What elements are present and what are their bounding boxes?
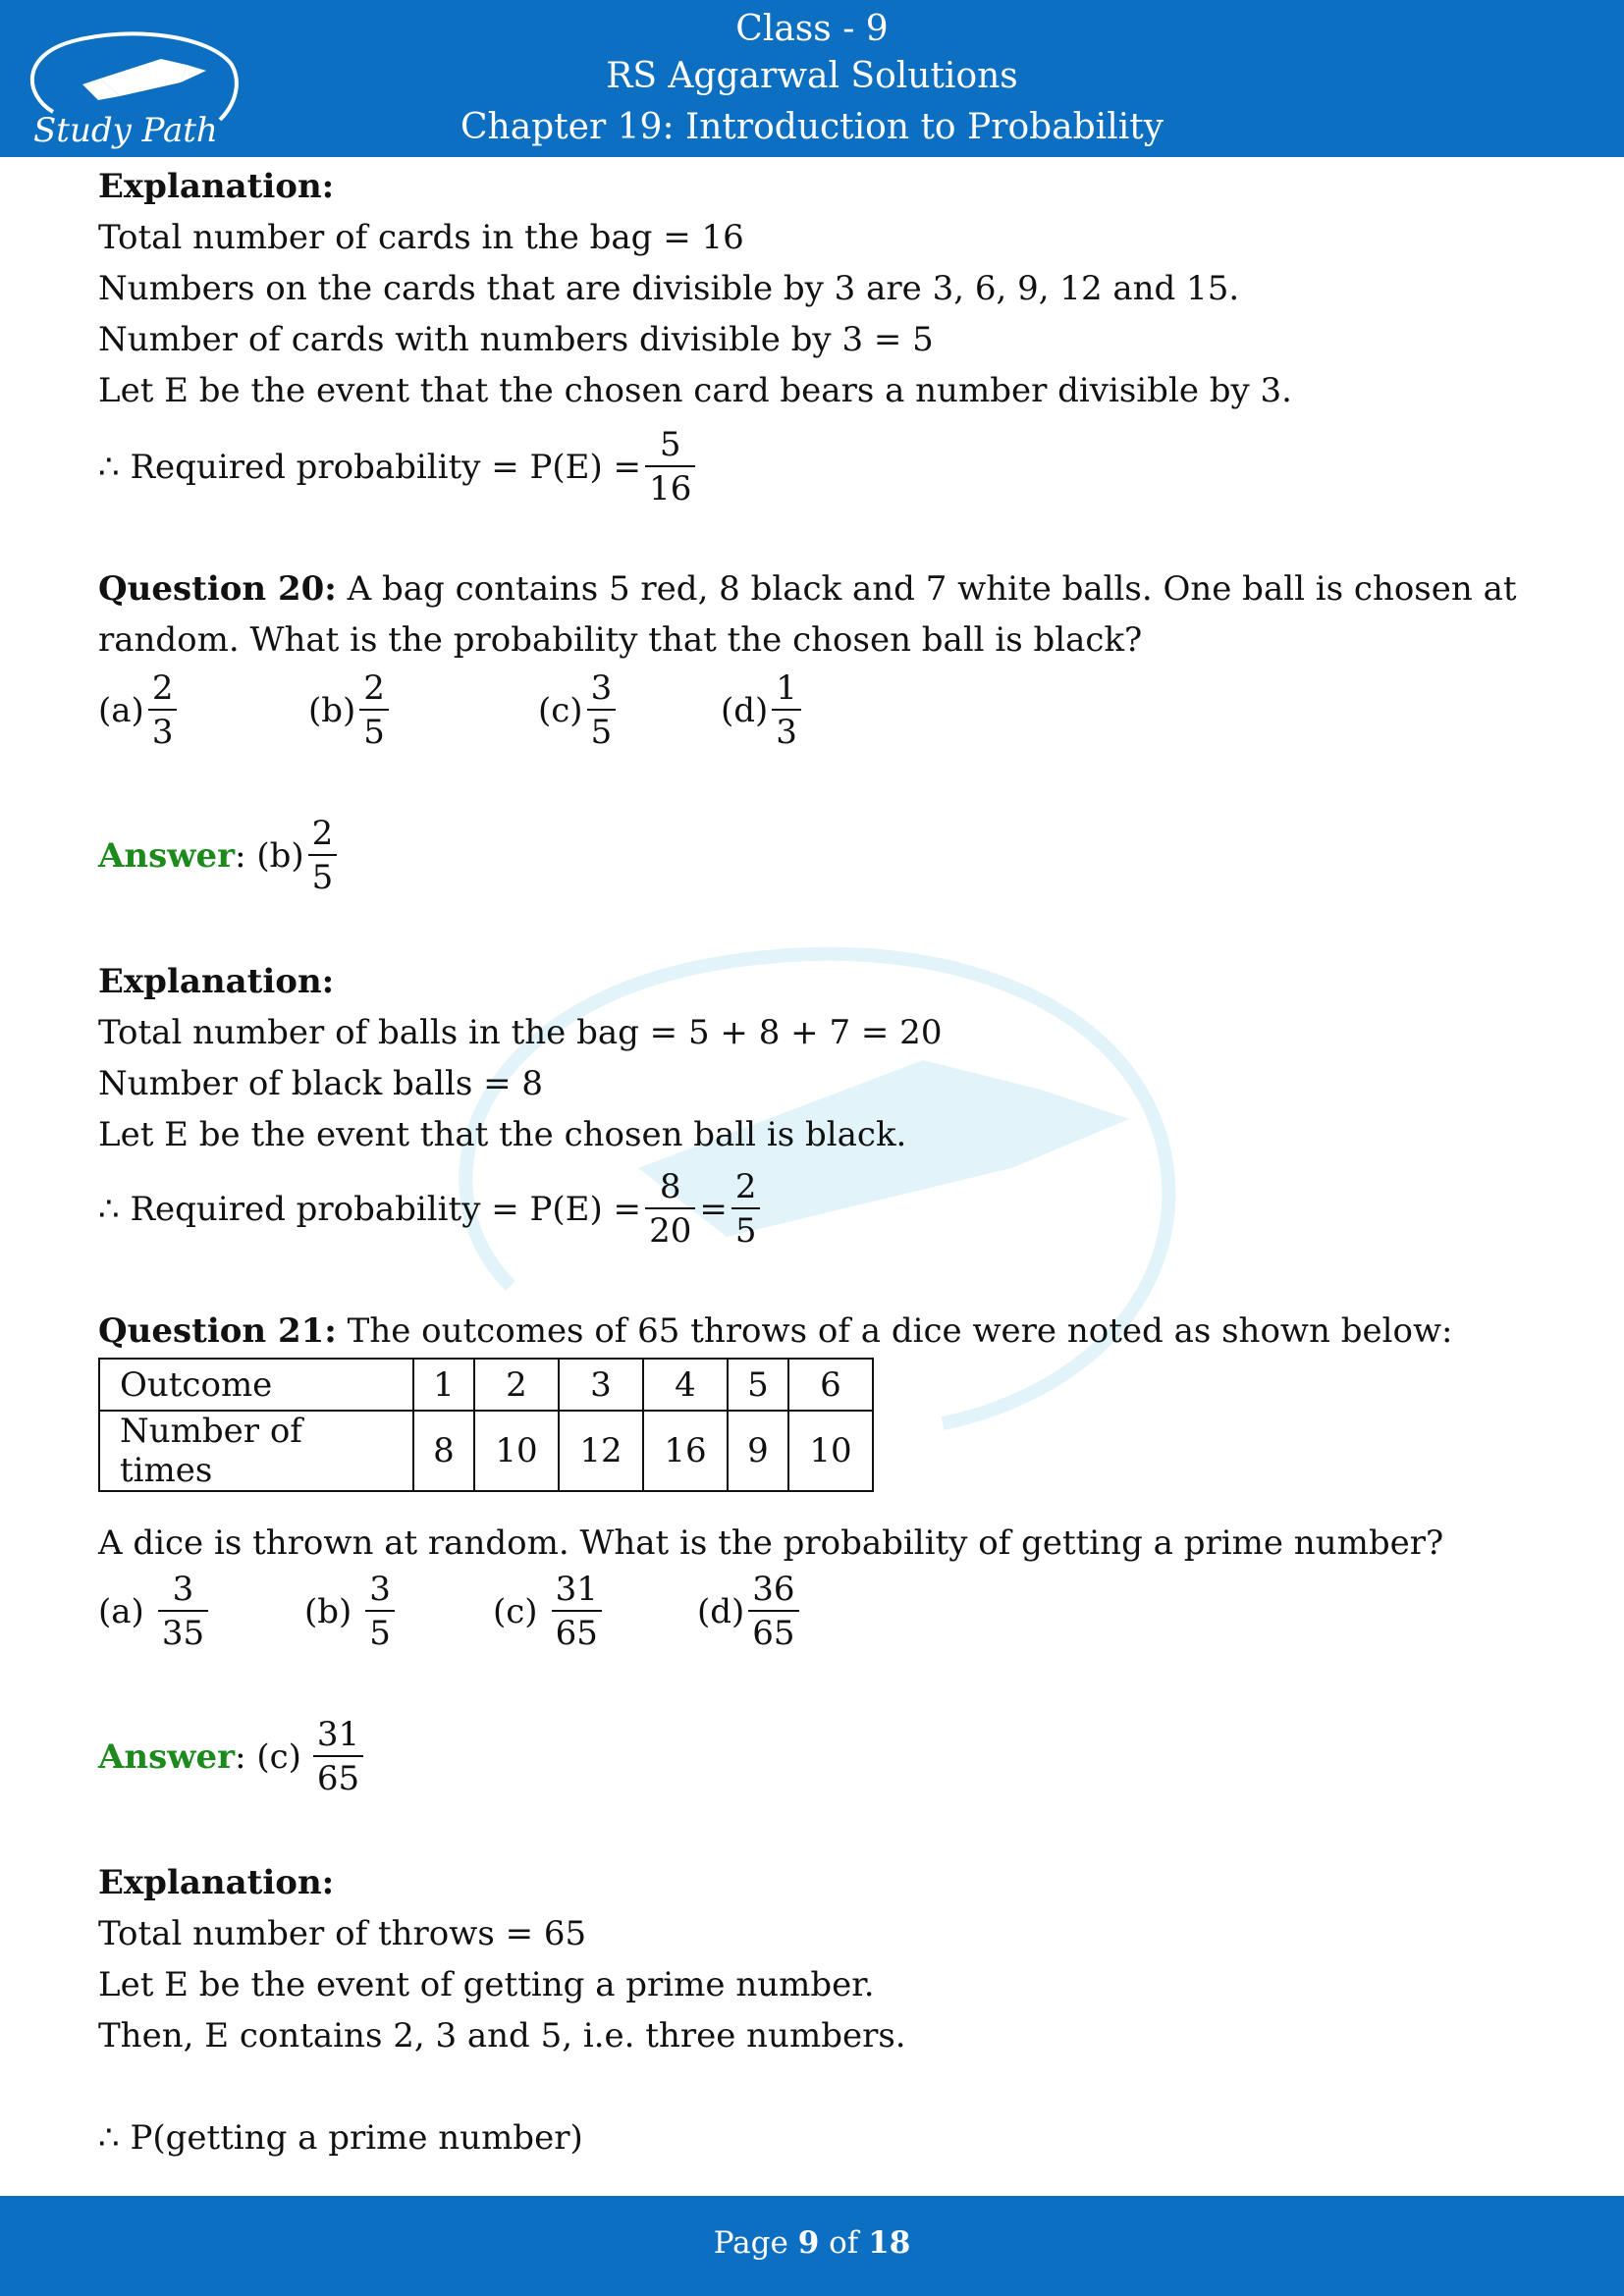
fraction-denominator: 3 — [772, 709, 801, 754]
fraction-numerator: 2 — [151, 668, 174, 708]
q19-exp-line2: Numbers on the cards that are divisible by 3 are 3, 6, 9, 12 and 15. — [98, 269, 1240, 308]
answer-fraction — [313, 1714, 363, 1800]
table-row — [99, 1411, 873, 1491]
q20-label: Question 20: — [98, 569, 337, 609]
q21-explanation-heading: Explanation: — [98, 1863, 335, 1902]
option-fraction — [772, 667, 801, 754]
q21-exp-line4: ∴ P(getting a prime number) — [98, 2118, 583, 2158]
equals-sign: = — [699, 1190, 728, 1229]
q20-explanation-heading: Explanation: — [98, 962, 335, 1001]
q20-answer — [98, 813, 341, 899]
option-fraction — [748, 1569, 798, 1655]
q21-exp-line2: Let E be the event of getting a prime number. — [98, 1965, 875, 2004]
q21-option-b — [304, 1569, 399, 1655]
table-cell: 10 — [474, 1411, 559, 1491]
fraction-denominator: 35 — [158, 1610, 208, 1655]
fraction-denominator: 5 — [359, 709, 389, 754]
answer-option: : (b) — [235, 836, 304, 876]
table-cell: 10 — [788, 1411, 873, 1491]
option-label: (b) — [308, 691, 356, 730]
fraction-denominator: 3 — [148, 709, 178, 754]
outcomes-table — [98, 1358, 874, 1492]
header-chapter: Chapter 19: Introduction to Probability — [460, 107, 1164, 147]
q21-option-c — [493, 1569, 606, 1655]
q21-exp-line3: Then, E contains 2, 3 and 5, i.e. three numbers. — [98, 2016, 906, 2056]
q19-exp-line4: Let E be the event that the chosen card bears a number divisible by 3. — [98, 371, 1292, 410]
q21-exp-line1: Total number of throws = 65 — [98, 1914, 587, 1953]
q21-text-line1 — [98, 1309, 1453, 1353]
page-of: of — [819, 2225, 869, 2261]
q21-label: Question 21: — [98, 1311, 337, 1351]
page-footer — [0, 2196, 1624, 2296]
fraction-numerator: 3 — [369, 1570, 391, 1609]
option-fraction — [552, 1569, 602, 1655]
fraction-denominator: 5 — [731, 1207, 761, 1253]
table-cell: 12 — [559, 1411, 643, 1491]
q20-question-text: A bag contains 5 red, 8 black and 7 white balls. One ball is chosen at — [336, 569, 1517, 609]
q20-exp-line2: Number of black balls = 8 — [98, 1064, 544, 1103]
fraction-numerator: 31 — [316, 1715, 360, 1754]
answer-fraction — [308, 813, 338, 899]
table-cell: 8 — [413, 1411, 474, 1491]
table-cell: Number of times — [99, 1411, 413, 1491]
fraction-denominator: 5 — [365, 1610, 395, 1655]
option-label: (c) — [538, 691, 583, 730]
q20-probability — [98, 1166, 764, 1253]
q21-option-d — [697, 1569, 803, 1655]
option-fraction — [158, 1569, 208, 1655]
fraction-denominator: 65 — [552, 1610, 602, 1655]
svg-text:Study Path: Study Path — [33, 111, 218, 150]
header-book: RS Aggarwal Solutions — [606, 56, 1018, 96]
q20-text-line1 — [98, 567, 1517, 611]
q20-exp-line3: Let E be the event that the chosen ball is black. — [98, 1115, 907, 1154]
q20-option-b — [308, 667, 393, 754]
header-class: Class - 9 — [735, 9, 889, 49]
fraction-numerator: 2 — [734, 1167, 757, 1206]
table-cell: 16 — [643, 1411, 728, 1491]
option-fraction — [148, 667, 178, 754]
q20-text-line2: random. What is the probability that the chosen ball is black? — [98, 620, 1143, 660]
page-number — [0, 2225, 1624, 2261]
fraction-denominator: 65 — [313, 1755, 363, 1800]
q21-answer — [98, 1714, 367, 1800]
option-fraction — [359, 667, 389, 754]
option-fraction — [365, 1569, 395, 1655]
table-cell: 3 — [559, 1359, 643, 1411]
answer-option: : (c) — [235, 1737, 301, 1777]
q20-option-a — [98, 667, 181, 754]
q19-prob-fraction — [645, 424, 695, 510]
q21-text-line2: A dice is thrown at random. What is the probability of getting a prime number? — [98, 1523, 1444, 1563]
table-cell: 4 — [643, 1359, 728, 1411]
q20-exp-line1: Total number of balls in the bag = 5 + 8 + 7 = 20 — [98, 1013, 943, 1052]
fraction-denominator: 20 — [645, 1207, 695, 1253]
table-cell: 5 — [728, 1359, 788, 1411]
q21-option-a — [98, 1569, 212, 1655]
option-label: (d) — [721, 691, 769, 730]
page-header — [0, 0, 1624, 157]
q19-probability — [98, 424, 699, 510]
q19-prob-prefix: ∴ Required probability = P(E) = — [98, 448, 642, 487]
fraction-denominator: 5 — [587, 709, 617, 754]
fraction-numerator: 2 — [363, 668, 385, 708]
table-cell: Outcome — [99, 1359, 413, 1411]
fraction-numerator: 31 — [555, 1570, 598, 1609]
q19-exp-line3: Number of cards with numbers divisible by 3 = 5 — [98, 320, 934, 359]
fraction-denominator: 16 — [645, 465, 695, 510]
q20-prob-fraction-1 — [645, 1166, 695, 1253]
option-fraction — [587, 667, 617, 754]
q19-explanation-heading: Explanation: — [98, 167, 335, 206]
q19-exp-line1: Total number of cards in the bag = 16 — [98, 218, 744, 257]
fraction-numerator: 5 — [659, 425, 681, 464]
table-cell: 1 — [413, 1359, 474, 1411]
q20-option-c — [538, 667, 620, 754]
fraction-denominator: 5 — [308, 854, 338, 899]
fraction-numerator: 8 — [659, 1167, 681, 1206]
fraction-denominator: 65 — [748, 1610, 798, 1655]
table-cell: 2 — [474, 1359, 559, 1411]
answer-label: Answer — [98, 836, 236, 876]
fraction-numerator: 3 — [590, 668, 613, 708]
page-prefix: Page — [713, 2225, 798, 2261]
q20-prob-prefix: ∴ Required probability = P(E) = — [98, 1190, 642, 1229]
fraction-numerator: 2 — [311, 814, 334, 853]
table-cell: 9 — [728, 1411, 788, 1491]
q20-option-d — [721, 667, 805, 754]
q20-prob-fraction-2 — [731, 1166, 761, 1253]
current-page: 9 — [797, 2225, 820, 2261]
answer-label: Answer — [98, 1737, 236, 1777]
option-label: (a) — [98, 1592, 144, 1631]
option-label: (b) — [304, 1592, 352, 1631]
total-pages: 18 — [868, 2225, 911, 2261]
option-label: (a) — [98, 691, 144, 730]
fraction-numerator: 3 — [172, 1570, 194, 1609]
q21-question-text: The outcomes of 65 throws of a dice were noted as shown below: — [336, 1311, 1453, 1351]
option-label: (c) — [493, 1592, 538, 1631]
option-label: (d) — [697, 1592, 745, 1631]
fraction-numerator: 1 — [776, 668, 797, 708]
table-row — [99, 1359, 873, 1411]
table-cell: 6 — [788, 1359, 873, 1411]
fraction-numerator: 36 — [752, 1570, 795, 1609]
